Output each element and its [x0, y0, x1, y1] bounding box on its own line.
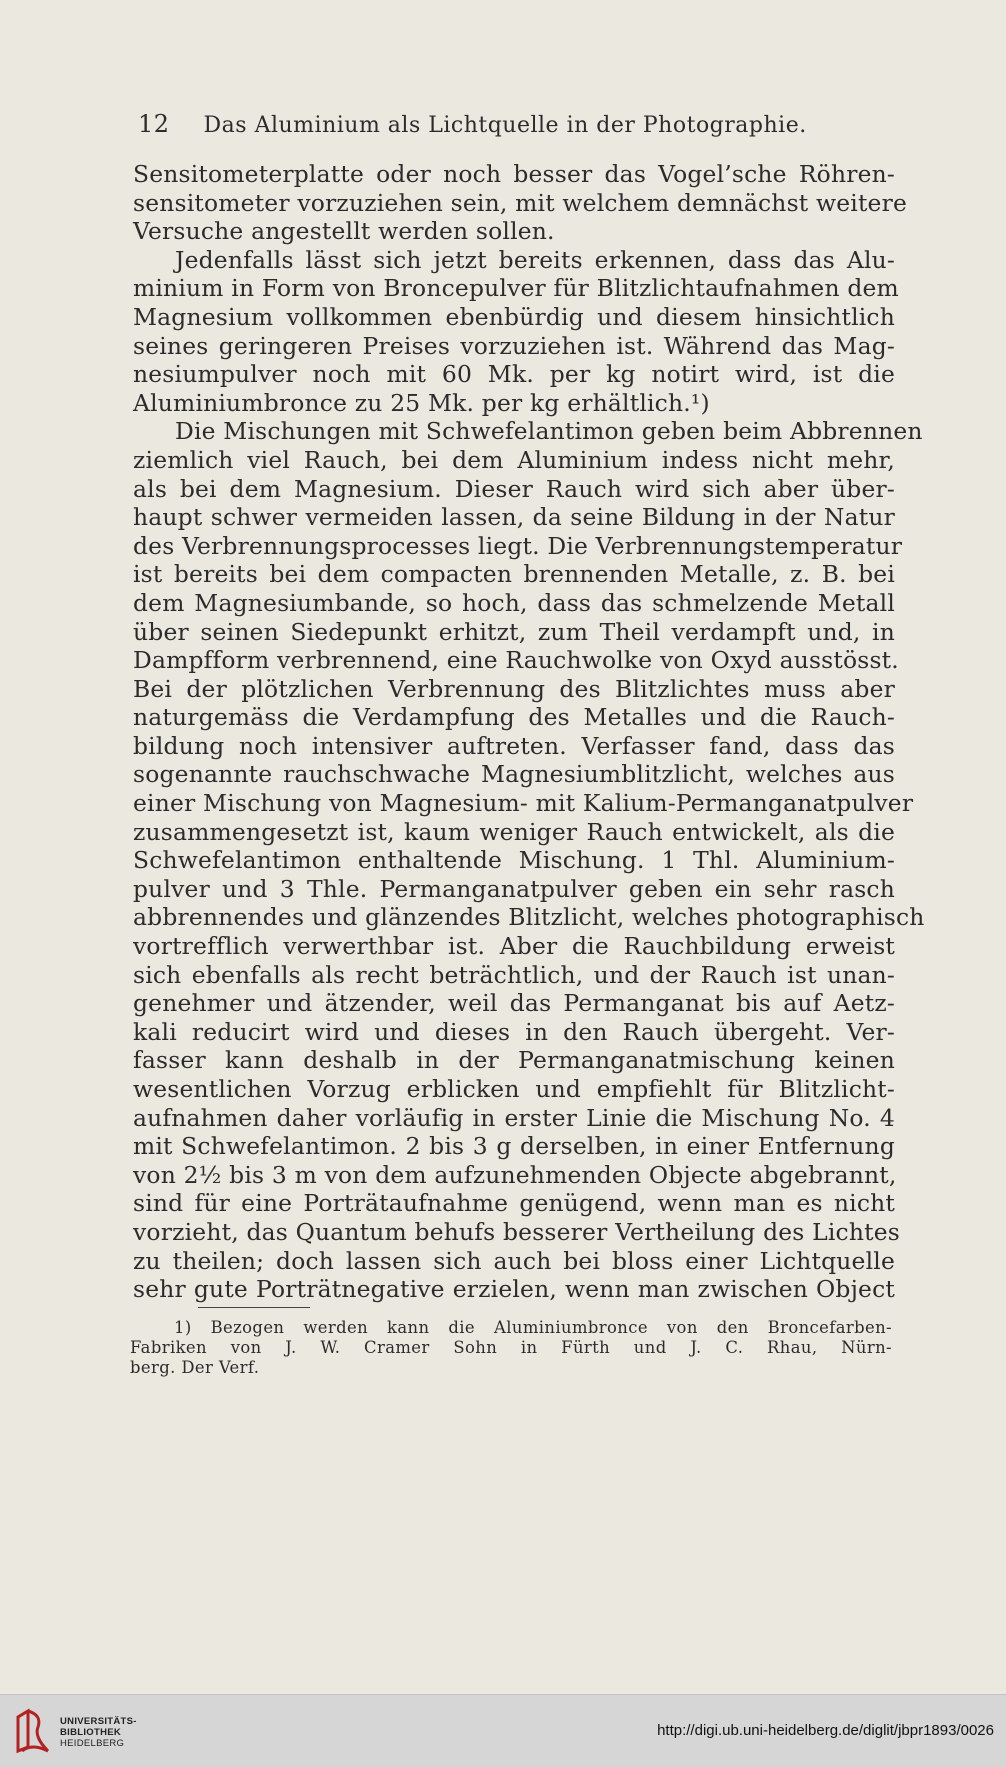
permalink-url[interactable]: http://digi.ub.uni-heidelberg.de/diglit/jbpr1893/0026	[657, 1722, 994, 1739]
text-line: aufnahmen daher vorläufig in erster Linie die Mischung No. 4	[133, 1103, 895, 1132]
text-line: einer Mischung von Magnesium- mit Kalium-Permanganatpulver	[133, 789, 914, 818]
footnote	[130, 1318, 892, 1378]
running-title: Das Aluminium als Lichtquelle in der Photographie.	[203, 113, 807, 138]
text-line: fasser kann deshalb in der Permanganatmischung keinen	[133, 1046, 895, 1075]
text-line: als bei dem Magnesium. Dieser Rauch wird sich aber über-	[133, 474, 895, 503]
footnote-line: 1) Bezogen werden kann die Aluminiumbronce von den Broncefarben-	[174, 1318, 892, 1337]
text-line: von 2½ bis 3 m von dem aufzunehmenden Objecte abgebrannt,	[133, 1160, 897, 1189]
text-line: sind für eine Porträtaufnahme genügend, wenn man es nicht	[133, 1189, 895, 1218]
footnote-line: Fabriken von J. W. Cramer Sohn in Fürth und J. C. Rhau, Nürn-	[130, 1338, 892, 1357]
text-line: sensitometer vorzuziehen sein, mit welchem demnächst weitere	[133, 188, 908, 217]
footnote-rule	[198, 1307, 310, 1308]
text-line: zusammengesetzt ist, kaum weniger Rauch entwickelt, als die	[133, 817, 895, 846]
text-line: Magnesium vollkommen ebenbürdig und diesem hinsichtlich	[133, 302, 895, 331]
text-line: sich ebenfalls als recht beträchtlich, und der Rauch ist unan-	[133, 960, 895, 989]
text-line: pulver und 3 Thle. Permanganatpulver geben ein sehr rasch	[133, 874, 895, 903]
text-line: Aluminiumbronce zu 25 Mk. per kg erhältlich.¹)	[133, 388, 710, 417]
running-head	[138, 110, 807, 138]
library-name-line1: UNIVERSITÄTS-	[60, 1716, 137, 1727]
text-line: minium in Form von Broncepulver für Blitzlichtaufnahmen dem	[133, 274, 899, 303]
library-name-line3: HEIDELBERG	[60, 1738, 125, 1749]
text-line: Jedenfalls lässt sich jetzt bereits erkennen, dass das Alu-	[175, 245, 895, 274]
footnote-line: berg. Der Verf.	[130, 1358, 260, 1377]
text-line: dem Magnesiumbande, so hoch, dass das schmelzende Metall	[133, 588, 895, 617]
text-line: naturgemäss die Verdampfung des Metalles und die Rauch-	[133, 703, 895, 732]
body-text	[133, 160, 925, 1304]
text-line: bildung noch intensiver auftreten. Verfasser fand, dass das	[133, 731, 895, 760]
text-line: seines geringeren Preises vorzuziehen ist. Während das Mag-	[133, 331, 895, 360]
text-line: vorzieht, das Quantum behufs besserer Vertheilung des Lichtes	[133, 1217, 900, 1246]
text-line: sehr gute Porträtnegative erzielen, wenn man zwischen Object	[133, 1275, 895, 1304]
text-line: abbrennendes und glänzendes Blitzlicht, welches photographisch	[133, 903, 925, 932]
text-line: Die Mischungen mit Schwefelantimon geben beim Abbrennen	[175, 417, 923, 446]
text-line: Sensitometerplatte oder noch besser das Vogel’sche Röhren-	[133, 160, 895, 188]
text-line: zu theilen; doch lassen sich auch bei bloss einer Lichtquelle	[133, 1246, 895, 1275]
text-line: kali reducirt wird und dieses in den Rauch übergeht. Ver-	[133, 1017, 895, 1046]
text-line: Schwefelantimon enthaltende Mischung. 1 Thl. Aluminium-	[133, 846, 895, 875]
text-line: wesentlichen Vorzug erblicken und empfiehlt für Blitzlicht-	[133, 1075, 895, 1103]
text-line: vortrefflich verwerthbar ist. Aber die Rauchbildung erweist	[133, 932, 895, 961]
text-line: ist bereits bei dem compacten brennenden Metalle, z. B. bei	[133, 560, 895, 589]
text-line: genehmer und ätzender, weil das Permanganat bis auf Aetz-	[133, 989, 895, 1018]
text-line: des Verbrennungsprocesses liegt. Die Verbrennungstemperatur	[133, 531, 903, 560]
text-line: Bei der plötzlichen Verbrennung des Blitzlichtes muss aber	[133, 674, 895, 703]
text-line: haupt schwer vermeiden lassen, da seine Bildung in der Natur	[133, 503, 895, 532]
text-line: mit Schwefelantimon. 2 bis 3 g derselben, in einer Entfernung	[133, 1132, 895, 1161]
text-line: Dampfform verbrennend, eine Rauchwolke von Oxyd ausstösst.	[133, 646, 899, 675]
viewer-footer	[0, 1694, 1006, 1767]
text-line: sogenannte rauchschwache Magnesiumblitzlicht, welches aus	[133, 760, 895, 789]
text-line: Versuche angestellt werden sollen.	[133, 217, 555, 246]
text-line: nesiumpulver noch mit 60 Mk. per kg notirt wird, ist die	[133, 360, 895, 389]
library-logo-icon[interactable]	[12, 1707, 56, 1757]
library-name-line2: BIBLIOTHEK	[60, 1727, 122, 1738]
text-line: ziemlich viel Rauch, bei dem Aluminium indess nicht mehr,	[133, 445, 895, 474]
text-line: über seinen Siedepunkt erhitzt, zum Theil verdampft und, in	[133, 617, 895, 646]
library-name	[60, 1716, 137, 1749]
page-number: 12	[138, 110, 170, 138]
